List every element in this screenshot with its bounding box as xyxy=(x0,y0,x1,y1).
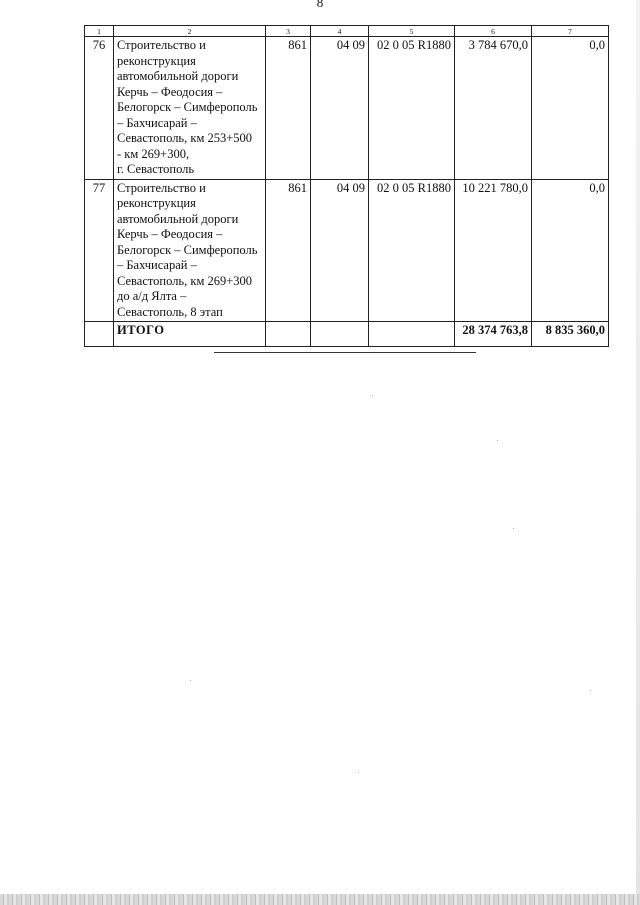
row-col5: 02 0 05 R1880 xyxy=(369,179,455,322)
total-empty-cell xyxy=(311,322,369,347)
total-col7: 8 835 360,0 xyxy=(532,322,609,347)
row-col6: 10 221 780,0 xyxy=(455,179,532,322)
row-name: Строительство и реконструкция автомобильной дороги Керчь – Феодосия – Белогорск – Симферополь – Бахчисарай – Севастополь, км 269+300 до а/д Ялта – Севастополь, 8 этап xyxy=(114,179,266,322)
budget-table xyxy=(84,25,609,347)
column-number-5: 5 xyxy=(369,26,455,37)
scan-speck xyxy=(372,395,373,396)
total-label: ИТОГО xyxy=(114,322,266,347)
row-col4: 04 09 xyxy=(311,37,369,180)
column-number-4: 4 xyxy=(311,26,369,37)
scan-bottom-strip xyxy=(0,894,640,905)
column-number-6: 6 xyxy=(455,26,532,37)
row-col7: 0,0 xyxy=(532,37,609,180)
page-number: 8 xyxy=(316,0,324,10)
row-col7: 0,0 xyxy=(532,179,609,322)
row-number: 77 xyxy=(85,179,114,322)
row-number: 76 xyxy=(85,37,114,180)
end-divider-line xyxy=(214,352,476,353)
total-col6: 28 374 763,8 xyxy=(455,322,532,347)
row-col3: 861 xyxy=(266,37,311,180)
total-row xyxy=(85,322,609,347)
column-number-2: 2 xyxy=(114,26,266,37)
column-number-7: 7 xyxy=(532,26,609,37)
total-empty-cell xyxy=(369,322,455,347)
scan-speck xyxy=(497,440,498,441)
scan-edge xyxy=(636,0,640,905)
scan-speck xyxy=(190,680,191,681)
row-col6: 3 784 670,0 xyxy=(455,37,532,180)
table-row xyxy=(85,37,609,180)
scan-speck xyxy=(358,772,359,773)
scan-speck xyxy=(590,690,591,691)
table-header-row xyxy=(85,26,609,37)
row-col3: 861 xyxy=(266,179,311,322)
table-row xyxy=(85,179,609,322)
column-number-3: 3 xyxy=(266,26,311,37)
column-number-1: 1 xyxy=(85,26,114,37)
scan-speck xyxy=(513,528,514,529)
row-col4: 04 09 xyxy=(311,179,369,322)
total-empty-cell xyxy=(266,322,311,347)
row-col5: 02 0 05 R1880 xyxy=(369,37,455,180)
total-empty-cell xyxy=(85,322,114,347)
row-name: Строительство и реконструкция автомобильной дороги Керчь – Феодосия – Белогорск – Симферополь – Бахчисарай – Севастополь, км 253+500 - км 269+300, г. Севастополь xyxy=(114,37,266,180)
